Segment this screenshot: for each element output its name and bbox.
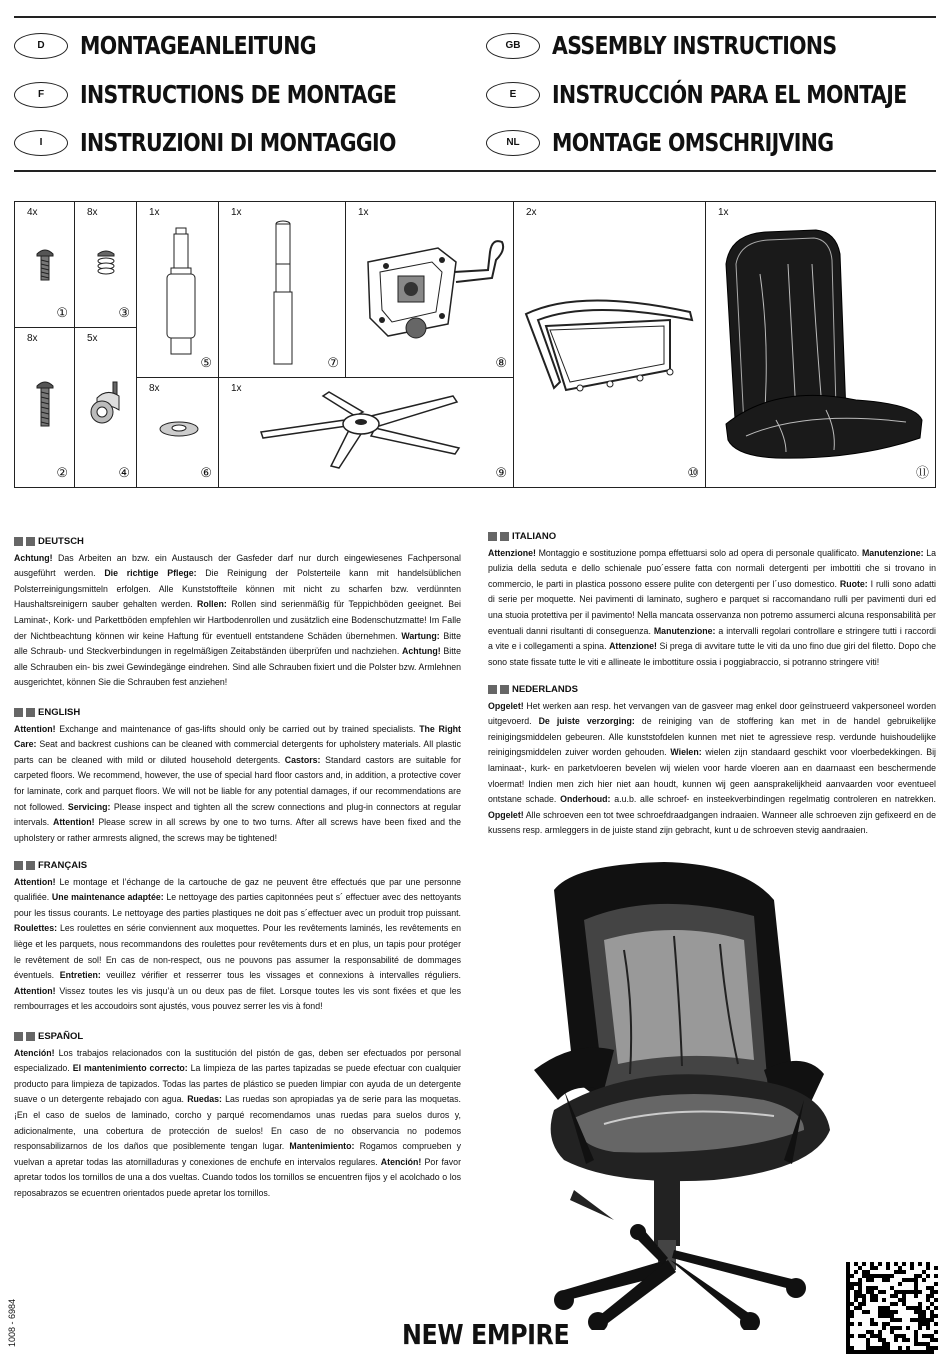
part-cell — [137, 202, 219, 378]
section-body: Attention! Exchange and maintenance of gas-lifts should only be carried out by trained specialists. The Right Care: Seat and backrest cushions can be cleaned with commercial detergents for upholstery materials. All plastic parts can be cleaned with mild or diluted household detergents. Castors: Standard castors are suitable for carpeted floors. We recommend, however, the use of special hard floor castors and, in addition, a protective cover for laminate, cork and parquet floors. We will not be liable for any potential damages, if our recommendations are not followed. Servicing: Please inspect and tighten all the screw connections and plug-in connectors at regular intervals. Attention! Please screw in all screws by one to two turns. After all screws have been fixed and the upholstery or rather armrests aligned, the screws may be tightened! — [14, 723, 462, 843]
qr-code-icon — [846, 1262, 938, 1354]
title-text: MONTAGEANLEITUNG — [80, 31, 316, 60]
part-qty: 1x — [231, 207, 242, 218]
mechanism-icon — [358, 232, 508, 344]
gas-lift-icon — [161, 226, 201, 358]
part-cell — [15, 202, 75, 328]
part-number: ⑨ — [495, 465, 507, 480]
part-cell — [514, 202, 706, 488]
part-qty: 8x — [87, 207, 98, 218]
gas-lift-cover-icon — [269, 218, 297, 368]
title-text: ASSEMBLY INSTRUCTIONS — [552, 31, 837, 60]
part-qty: 1x — [149, 207, 160, 218]
part-qty: 1x — [718, 207, 729, 218]
part-number: ⑥ — [200, 465, 212, 480]
washer-icon — [157, 418, 201, 440]
lang-badge: NL — [486, 130, 540, 156]
part-number: ③ — [118, 305, 130, 320]
section-italiano — [488, 529, 936, 670]
part-number: ⑤ — [200, 355, 212, 370]
section-heading: DEUTSCH — [14, 534, 461, 550]
section-body: Attenzione! Montaggio e sostituzione pompa effettuarsi solo ad opera di personale qualificato. Manutenzione: La pulizia della seduta e dello schienale puo´essere fatta con normali detergenti per imbottiti che si trovano in commercio, le parti in plastica possono essere pulite con detergenti per l´uso domestico. Ruote: I rulli sono adatti di serie per moquette. Nei pavimenti di laminato, sughero e parquet si raccomandano rulli per pavimenti duri ed una stuoia protettiva per il pavimento! Nella mancata osservanza non potremo assumerci alcuna responsabilità per eventuali danni risultanti di conseguenza. Manutenzione: a intervalli regolari controllare e stringere tutti i raccordi a vite e i collegamenti a spina. Attenzione! Si prega di avvitare tutte le viti da uno fino due giri del filetto. Dopo che sono state fissate tutte le viti e allineate le imbottiture ossia i poggiabraccio, si potranno stringere viti! — [488, 547, 937, 667]
title-fr — [14, 80, 466, 109]
part-number: ④ — [118, 465, 130, 480]
section-heading: ITALIANO — [488, 529, 936, 545]
seat-back-icon — [716, 224, 928, 464]
part-cell — [15, 328, 75, 488]
bolt-icon — [35, 246, 55, 282]
lang-badge: F — [14, 82, 68, 108]
part-cell — [219, 202, 346, 378]
part-qty: 2x — [526, 207, 537, 218]
part-cell — [706, 202, 935, 488]
section-heading: FRANÇAIS — [14, 858, 461, 874]
title-it — [14, 128, 465, 157]
title-text: MONTAGE OMSCHRIJVING — [552, 128, 834, 157]
part-qty: 8x — [27, 333, 38, 344]
section-espanol — [14, 1029, 461, 1202]
brand-name: NEW EMPIRE — [402, 1318, 570, 1351]
lang-badge: D — [14, 33, 68, 59]
part-cell — [219, 378, 514, 488]
lang-badge: I — [14, 130, 68, 156]
section-body: Achtung! Das Arbeiten an bzw. ein Austausch der Gasfeder darf nur durch eingewiesenes Fachpersonal ausgeführt werden. Die richtige Pflege: Die Reinigung der Polsterteile kann mit handelsüblichen Polsterreinigungsmitteln erfolgen. Alle Kunststoffteile können mit nicht zu scharfen bzw. verdünnten Haushaltsreinigern sauber gehalten werden. Rollen: Rollen sind serienmäßig für Teppichböden geeignet. Bei Laminat-, Kork- und Parkettböden empfehlen wir Hartbodenrollen und zusätzlich eine Bodenschutzmatte! Im Falle der Nichtbeachtung können wir keine Haftung für eventuell entstandene Schäden übernehmen. Wartung: Bitte alle Schraub- und Steckverbindungen in regelmäßigen Zeitabständen überprüfen und nachziehen. Achtung! Bitte alle Schrauben ein- bis zwei Gewindegänge eindrehen. Sind alle Schrauben fixiert und die Polster bzw. Armlehnen ausgerichtet, können Sie die Schrauben fest anziehen! — [14, 552, 462, 688]
section-francais — [14, 858, 461, 1015]
part-cell — [75, 328, 137, 488]
section-heading: NEDERLANDS — [488, 682, 936, 698]
section-nederlands — [488, 682, 936, 839]
title-text: INSTRUCTIONS DE MONTAGE — [80, 80, 397, 109]
title-gb — [486, 31, 899, 60]
part-qty: 1x — [358, 207, 369, 218]
office-chair-illustration — [534, 860, 834, 1330]
part-qty: 4x — [27, 207, 38, 218]
section-deutsch — [14, 534, 461, 691]
title-de — [14, 31, 368, 60]
part-number: ⑪ — [915, 465, 929, 480]
title-text: INSTRUZIONI DI MONTAGGIO — [80, 128, 396, 157]
part-cell — [346, 202, 514, 378]
section-body: Opgelet! Het werken aan resp. het vervangen van de gasveer mag enkel door geïnstrueerd vakpersoneel worden uitgevoerd. De juiste verzorging: de reiniging van de stoffering kan met in de handel gebruikelijke reinigingsmiddelen gebeuren. Alle kunststofdelen kunnen met niet te agressieve resp. verdunde huishoudelijke reinigingsmiddelen zuiver worden gehouden. Wielen: wielen zijn standaard geschikt voor vloerbedekkingen. Bij laminaat-, kurk- en parketvloeren bevelen wij wielen voor harde vloeren aan en daarnaast een beschermende vloermat! Indien men zich hier niet aan houdt, kunnen wij geen aansprakelijkheid aanvaarden voor eventueel ontstane schade. Onderhoud: a.u.b. alle schroef- en insteekverbindingen regelmatig controleren en natrekken. Opgelet! Alle schroeven een tot twee schroefdraadgangen indraaien. Wanneer alle schroeven zijn gefixeerd en de kussens resp. armleggers in de juiste stand zijn gebracht, kunt u de schroeven stevig aandraaien. — [488, 700, 936, 836]
part-cell — [75, 202, 137, 328]
part-qty: 1x — [231, 383, 242, 394]
section-english — [14, 705, 461, 846]
castor-icon — [89, 380, 125, 426]
section-heading: ESPAÑOL — [14, 1029, 461, 1045]
title-es — [486, 80, 950, 109]
section-heading: ENGLISH — [14, 705, 461, 721]
base-icon — [253, 390, 469, 472]
section-body: Atención! Los trabajos relacionados con la sustitución del pistón de gas, deben ser efectuados por personal especializado. El mantenimiento correcto: La limpieza de las partes tapizadas se puede efectuar con cualquier producto para limpieza de tapizados. Todas las partes de plástico se pueden limpiar con ayuda de un detergente suave o un detergente rebajado con agua. Ruedas: Las ruedas son apropiadas ya de serie para las moquetas. ¡En el caso de suelos de laminado, corcho y parqué recomendamos unas ruedas para suelos duros y, adicionalmente, una cobertura de protección de suelos! En caso de no observancia no podemos responsabilizarnos de los daños que posiblemente tengan lugar. Mantenimiento: Rogamos comprueben y vuelvan a apretar todas las atornilladuras y conexiones de enchufe en intervalos regulares. Atención! Por favor apretar todos los tornillos de una a dos vueltas. Cuando todos los tornillos se encuentren fijos y el acolchado o los reposabrazos se ecuentren orientados puede apretar los tornillos. — [14, 1047, 462, 1198]
part-number: ② — [56, 465, 68, 480]
part-cell — [137, 378, 219, 488]
title-rule — [14, 170, 936, 172]
title-nl — [486, 128, 895, 157]
part-qty: 8x — [149, 383, 160, 394]
lang-badge: GB — [486, 33, 540, 59]
title-text: INSTRUCCIÓN PARA EL MONTAJE — [552, 80, 907, 109]
part-qty: 5x — [87, 333, 98, 344]
part-number: ⑧ — [495, 355, 507, 370]
top-rule — [14, 16, 936, 18]
lang-badge: E — [486, 82, 540, 108]
part-number: ① — [56, 305, 68, 320]
part-number: ⑦ — [327, 355, 339, 370]
part-number: ⑩ — [687, 465, 699, 480]
product-code: 1008 - 6984 — [7, 1298, 18, 1348]
long-bolt-icon — [35, 378, 55, 428]
armrest-icon — [520, 290, 698, 400]
section-body: Attention! Le montage et l’échange de la cartouche de gaz ne peuvent être effectués que par une personne qualifiée. Une maintenance adaptée: Le nettoyage des parties capitonnées peut s´ effectuer avec des nettoyants pour les tissus courants. Le nettoyage des parties plastiques ne doit pas s´effectuer avec un produit trop puissant. Roulettes: Les roulettes en série conviennent aux moquettes. Pour les revêtements laminés, les revêtements en liège et les parquets, nous recommandons des roulettes pour revêtements durs et en plus, un tapis pour protéger le revêtement de sol! En cas de non-respect, ous ne pouvons pas assumer la responsabilité de dommages éventuels. Entretien: veuillez vérifier et resserrer tous les vissages et connexions à intervalles réguliers. Attention! Vissez toutes les vis jusqu’à un ou deux pas de filet. Lorsque toutes les vis sont fixées et que les rembourrages et les accoudoirs sont ajustés, vous pouvez serrer les vis à fond! — [14, 876, 461, 1012]
parts-grid — [14, 201, 936, 488]
spring-washer-icon — [95, 248, 117, 278]
